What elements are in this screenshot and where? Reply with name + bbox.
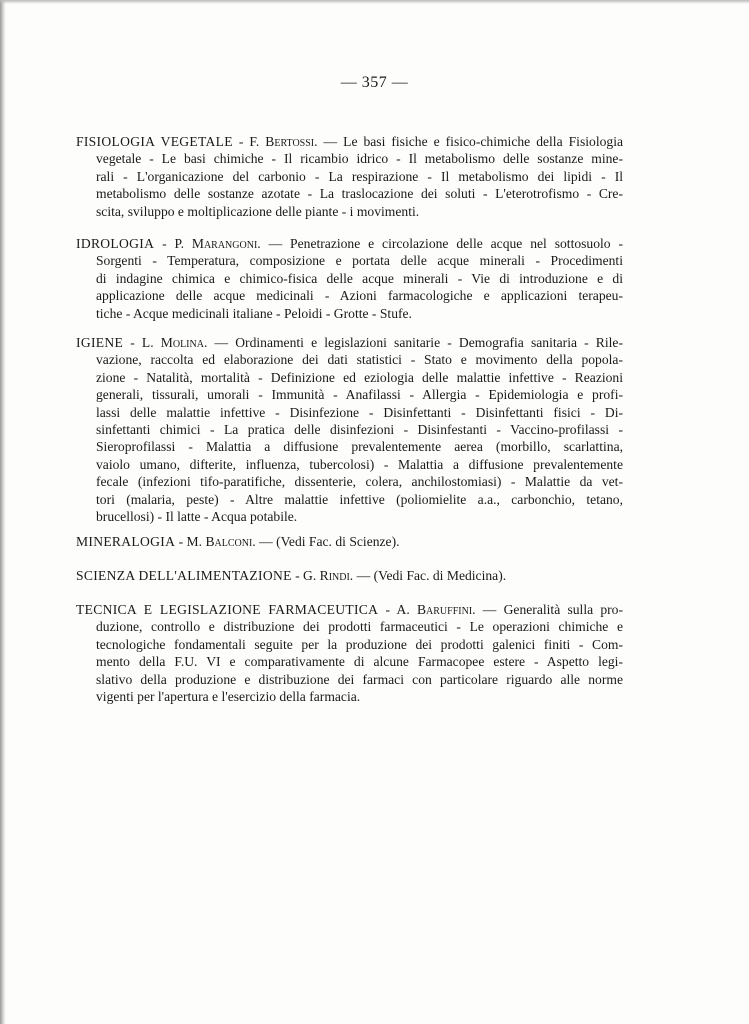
- author-name: Baruffini.: [416, 602, 476, 617]
- author-name: Rindi.: [319, 568, 354, 583]
- page-number: — 357 —: [340, 74, 409, 91]
- entry-text: — (Vedi Fac. di Medicina).: [356, 568, 507, 583]
- author-initial: A.: [396, 602, 410, 617]
- entry-first-line: MINERALOGIA - M. Balconi. — (Vedi Fac. di Scienze).: [76, 534, 400, 549]
- entry-line: tecnologiche fondamentali seguite per la produzione dei prodotti galenici finiti - Com-: [96, 636, 623, 652]
- entry-line: fecale (infezioni tifo-paratifiche, dissenterie, colera, anchilostomiasi) - Malattie da vet-: [96, 474, 623, 490]
- course-title: SCIENZA DELL'ALIMENTAZIONE: [76, 568, 292, 583]
- scan-edge-shadow: [0, 0, 6, 1024]
- course-entry: [76, 567, 623, 584]
- entry-first-line: SCIENZA DELL'ALIMENTAZIONE - G. Rindi. — (Vedi Fac. di Medicina).: [76, 568, 507, 583]
- entry-first-line: IDROLOGIA - P. Marangoni. — Penetrazione e circolazione delle acque nel sottosuolo -: [76, 236, 624, 251]
- entry-first-line: TECNICA E LEGISLAZIONE FARMACEUTICA - A. Baruffini. — Generalità sulla pro-: [76, 602, 623, 617]
- entry-line: di indagine chimica e chimico-fisica delle acque minerali - Vie di introduzione e di: [96, 270, 623, 286]
- entry-line: Sieroprofilassi - Malattia a diffusione prevalentemente aerea (morbillo, scarlattina,: [96, 439, 623, 455]
- course-entry: [76, 334, 623, 525]
- course-entry: [76, 235, 623, 322]
- author-initial: F.: [249, 134, 260, 149]
- entry-line: generali, tissurali, umorali - Immunità - Anafilassi - Allergia - Epidemiologia e profi-: [96, 387, 623, 403]
- course-title: IGIENE: [76, 335, 124, 350]
- entry-line: metabolismo delle sostanze azotate - La traslocazione dei soluti - L'eterotrofismo - Cre-: [96, 186, 623, 202]
- author-name: Molina.: [160, 335, 208, 350]
- entry-line: slativo della produzione e distribuzione dei farmaci con particolare riguardo alle norme: [96, 671, 623, 687]
- entry-line: rali - L'organicazione del carbonio - La respirazione - Il metabolismo dei lipidi - Il: [96, 168, 623, 184]
- author-initial: M.: [186, 534, 203, 549]
- entry-text: — Ordinamenti e legislazioni sanitarie - Demografia sanitaria - Rile-: [214, 335, 623, 350]
- course-title: FISIOLOGIA VEGETALE: [76, 134, 233, 149]
- author-name: Bertossi.: [265, 134, 318, 149]
- entry-text: — Le basi fisiche e fisico-chimiche della Fisiologia: [323, 134, 624, 149]
- course-title: TECNICA E LEGISLAZIONE FARMACEUTICA: [76, 602, 379, 617]
- entry-line: sinfettanti chimici - La pratica delle disinfezioni - Disinfestanti - Vaccino-profilassi -: [96, 422, 623, 438]
- author-initial: G.: [303, 568, 317, 583]
- entry-line: vigenti per l'apertura e l'esercizio della farmacia.: [96, 689, 361, 705]
- course-title: MINERALOGIA: [76, 534, 176, 549]
- entry-line: applicazione delle acque medicinali - Azioni farmacologiche e applicazioni terapeu-: [96, 288, 623, 304]
- course-title: IDROLOGIA: [76, 236, 155, 251]
- entry-line: duzione, controllo e distribuzione dei prodotti farmaceutici - Le operazioni chimiche e: [96, 619, 623, 635]
- entry-first-line: IGIENE - L. Molina. — Ordinamenti e legislazioni sanitarie - Demografia sanitaria - Rile-: [76, 335, 623, 350]
- course-entry: [76, 133, 623, 220]
- scan-top-shadow: [0, 0, 749, 4]
- author-name: Marangoni.: [191, 236, 261, 251]
- author-name: Balconi.: [205, 534, 256, 549]
- course-entry: [76, 533, 623, 550]
- author-initial: P.: [174, 236, 184, 251]
- entry-line: brucellosi) - Il latte - Acqua potabile.: [96, 509, 298, 525]
- entry-text: — Generalità sulla pro-: [482, 602, 623, 617]
- entry-line: mento della F.U. VI e comparativamente di alcune Farmacopee estere - Aspetto legi-: [96, 654, 623, 670]
- entry-line: scita, sviluppo e moltiplicazione delle piante - i movimenti.: [96, 203, 420, 219]
- entry-line: zione - Natalità, mortalità - Definizione ed eziologia delle malattie infettive - Reazioni: [96, 369, 623, 385]
- entry-text: — Penetrazione e circolazione delle acque nel sottosuolo -: [268, 236, 624, 251]
- course-entry: [76, 601, 623, 705]
- entry-line: tori (malaria, peste) - Altre malattie infettive (poliomielite a.a., carbonchio, tetano,: [96, 491, 623, 507]
- entry-text: — (Vedi Fac. di Scienze).: [259, 534, 400, 549]
- entry-line: tiche - Acque medicinali italiane - Peloidi - Grotte - Stufe.: [96, 305, 412, 321]
- entry-line: vazione, raccolta ed elaborazione dei dati statistici - Stato e movimento della popola-: [96, 352, 623, 368]
- entry-line: vegetale - Le basi chimiche - Il ricambio idrico - Il metabolismo delle sostanze mine-: [96, 151, 623, 167]
- entry-line: Sorgenti - Temperatura, composizione e portata delle acque minerali - Procedimenti: [96, 253, 623, 269]
- author-initial: L.: [141, 335, 154, 350]
- entry-line: lassi delle malattie infettive - Disinfezione - Disinfettanti - Disinfettanti fisici - Di-: [96, 404, 623, 420]
- entry-line: vaiolo umano, difterite, influenza, tubercolosi) - Malattia a diffusione prevalentemente: [96, 456, 623, 472]
- entry-first-line: FISIOLOGIA VEGETALE - F. Bertossi. — Le basi fisiche e fisico-chimiche della Fisiologia: [76, 134, 624, 149]
